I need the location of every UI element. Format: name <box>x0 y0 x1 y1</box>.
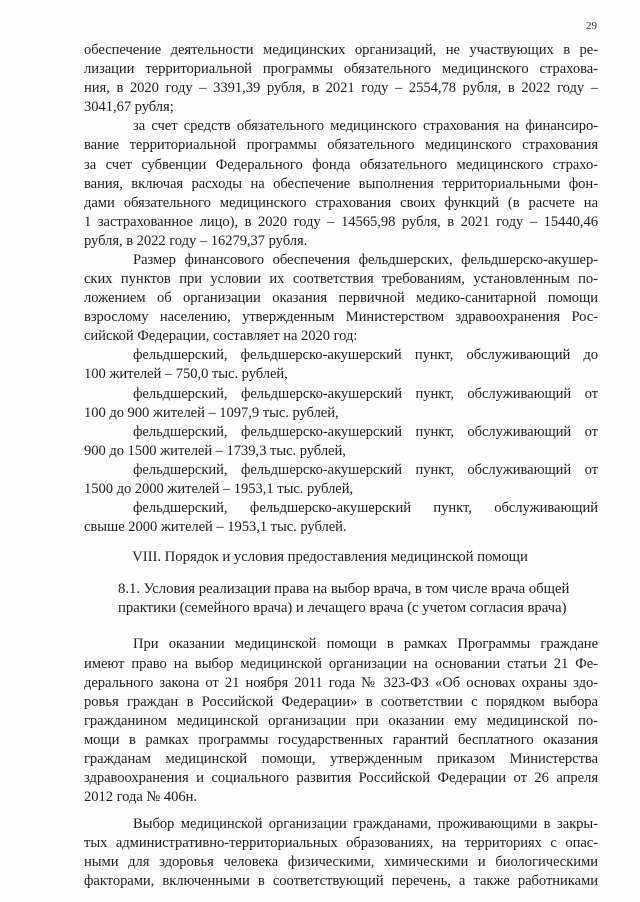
text-line: гражданином медицинской организации при оказании ему медицинской по- <box>84 712 598 729</box>
text-line: имеют право на выбор медицинской организации на основании статьи 21 Фе- <box>84 655 598 672</box>
text-line: рубля, в 2022 году – 16279,37 рубля. <box>84 232 308 249</box>
text-line: факторами, включенными в соответствующий перечень, а также работниками <box>84 873 598 889</box>
text-line: 100 до 900 жителей – 1097,9 тыс. рублей, <box>84 404 339 421</box>
subsection-heading: практики (семейного врача) и лечащего врача (с учетом согласия врача) <box>118 600 567 617</box>
text-line: ния, в 2020 году – 3391,39 рубля, в 2021 году – 2554,78 рубля, в 2022 году – <box>84 80 598 97</box>
text-line: ложением об организации оказания первичной медико-санитарной помощи <box>84 290 598 307</box>
text-line: ских пунктов при условии их соответствия требованиям, установленным по- <box>84 271 598 287</box>
text-line: вания, включая расходы на обеспечение выполнения территориальными фон- <box>84 175 598 192</box>
text-line: фельдшерский, фельдшерско-акушерский пункт, обслуживающий от <box>133 461 598 478</box>
text-line: дами обязательного медицинского страхования своих функций (в расчете на <box>84 194 598 211</box>
text-line: 900 до 1500 жителей – 1739,3 тыс. рублей, <box>84 442 346 459</box>
text-line: сийской Федерации, составляет на 2020 год: <box>84 328 358 345</box>
text-line: фельдшерский, фельдшерско-акушерский пункт, обслуживающий от <box>133 423 598 440</box>
text-line: мощи в рамках программы государственных гарантий бесплатного оказания <box>84 731 598 748</box>
text-line: При оказании медицинской помощи в рамках Программы граждане <box>133 636 598 653</box>
text-line: 1 застрахованное лицо), в 2020 году – 14565,98 рубля, в 2021 году – 15440,46 <box>84 213 598 230</box>
section-heading: VIII. Порядок и условия предоставления медицинской помощи <box>132 548 528 565</box>
text-line: дерального закона от 21 ноября 2011 года № 323-ФЗ «Об основах охраны здо- <box>84 674 598 691</box>
text-line: обеспечение деятельности медицинских организаций, не участвующих в ре- <box>84 42 598 58</box>
text-line: свыше 2000 жителей – 1953,1 тыс. рублей. <box>84 519 347 535</box>
text-line: тых административно-территориальных образованиях, на территориях с опас- <box>84 834 598 851</box>
text-line: за счет субвенции Федерального фонда обязательного медицинского страхо- <box>84 156 598 173</box>
text-line: ными для здоровья человека физическими, химическими и биологическими <box>84 853 598 870</box>
text-line: фельдшерский, фельдшерско-акушерский пункт, обслуживающий от <box>133 385 598 402</box>
text-line: вание территориальной программы обязательного медицинского страхования <box>84 137 598 154</box>
text-line: здравоохранения и социального развития Российской Федерации от 26 апреля <box>84 770 598 786</box>
text-line: лизации территориальной программы обязательного медицинского страхова- <box>84 61 598 78</box>
text-line: гражданам медицинской помощи, утвержденным приказом Министерства <box>84 750 598 767</box>
text-line: фельдшерский, фельдшерско-акушерский пункт, обслуживающий до <box>133 347 598 364</box>
text-line: 2012 года № 406н. <box>84 789 197 805</box>
text-line: фельдшерский, фельдшерско-акушерский пункт, обслуживающий <box>133 500 598 516</box>
text-line: 3041,67 рубля; <box>84 99 174 116</box>
text-line: Размер финансового обеспечения фельдшерских, фельдшерско-акушер- <box>133 251 598 268</box>
subsection-heading: 8.1. Условия реализации права на выбор врача, в том числе врача общей <box>118 581 570 598</box>
text-line: 1500 до 2000 жителей – 1953,1 тыс. рублей, <box>84 480 354 497</box>
text-line: за счет средств обязательного медицинского страхования на финансиро- <box>133 118 598 135</box>
text-line: ровья граждан в Российской Федерации» в соответствии с порядком выбора <box>84 693 598 710</box>
text-line: Выбор медицинской организации гражданами, проживающими в закры- <box>133 815 598 832</box>
text-line: 100 жителей – 750,0 тыс. рублей, <box>84 366 288 383</box>
page-number: 29 <box>586 20 597 32</box>
text-line: взрослому населению, утвержденным Министерством здравоохранения Рос- <box>84 309 598 326</box>
